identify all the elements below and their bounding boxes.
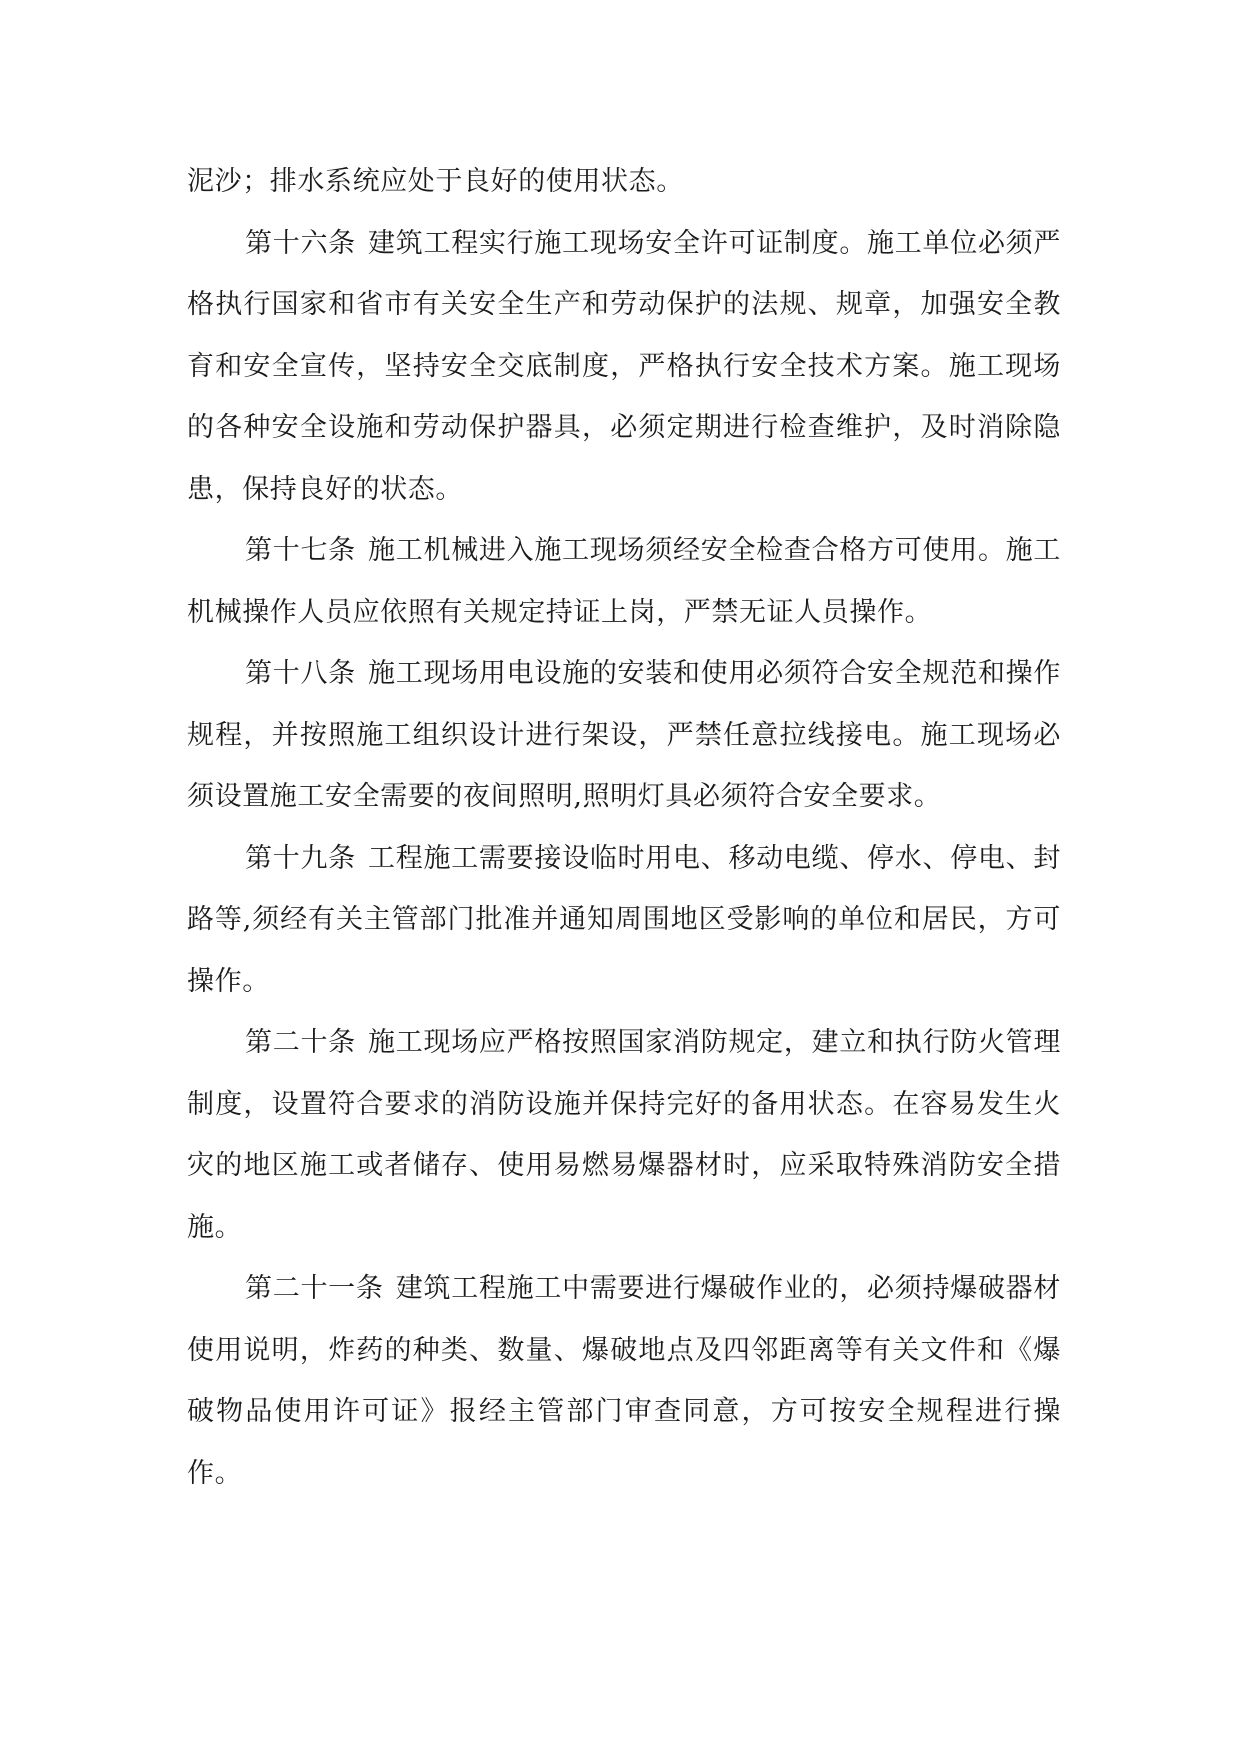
article-text: 建筑工程施工中需要进行爆破作业的，必须持爆破器材使用说明，炸药的种类、数量、爆破地点及四邻距离等有关文件和《爆破物品使用许可证》报经主管部门审查同意，方可按安全规程进行操作。 xyxy=(187,1273,1061,1489)
article-heading: 第十七条 xyxy=(245,535,356,566)
article-heading: 第十八条 xyxy=(245,658,356,689)
article-text: 工程施工需要接设临时用电、移动电缆、停水、停电、封路等,须经有关主管部门批准并通知周围地区受影响的单位和居民，方可操作。 xyxy=(187,842,1062,997)
article-19 xyxy=(187,828,1061,1013)
article-text: 施工现场应严格按照国家消防规定，建立和执行防火管理制度，设置符合要求的消防设施并保持完好的备用状态。在容易发生火灾的地区施工或者储存、使用易燃易爆器材时，应采取特殊消防安全措施。 xyxy=(187,1027,1062,1243)
article-20 xyxy=(187,1012,1061,1258)
article-text: 施工机械进入施工现场须经安全检查合格方可使用。施工机械操作人员应依照有关规定持证上岗，严禁无证人员操作。 xyxy=(187,535,1062,628)
article-heading: 第二十一条 xyxy=(245,1273,384,1304)
paragraph-continued xyxy=(187,151,1061,213)
article-text: 建筑工程实行施工现场安全许可证制度。施工单位必须严格执行国家和省市有关安全生产和劳动保护的法规、规章，加强安全教育和安全宣传，坚持安全交底制度，严格执行安全技术方案。施工现场的各种安全设施和劳动保护器具，必须定期进行检查维护，及时消除隐患，保持良好的状态。 xyxy=(187,227,1062,505)
article-21 xyxy=(187,1258,1061,1504)
article-text: 施工现场用电设施的安装和使用必须符合安全规范和操作规程，并按照施工组织设计进行架设，严禁任意拉线接电。施工现场必须设置施工安全需要的夜间照明,照明灯具必须符合安全要求。 xyxy=(187,658,1062,812)
article-17 xyxy=(187,520,1061,643)
article-heading: 第十六条 xyxy=(245,227,356,259)
article-heading: 第十九条 xyxy=(245,842,356,874)
article-heading: 第二十条 xyxy=(245,1027,356,1058)
article-18 xyxy=(187,643,1061,828)
article-16 xyxy=(187,213,1061,521)
document-body xyxy=(187,151,1061,1504)
paragraph-text: 泥沙；排水系统应处于良好的使用状态。 xyxy=(187,166,684,197)
